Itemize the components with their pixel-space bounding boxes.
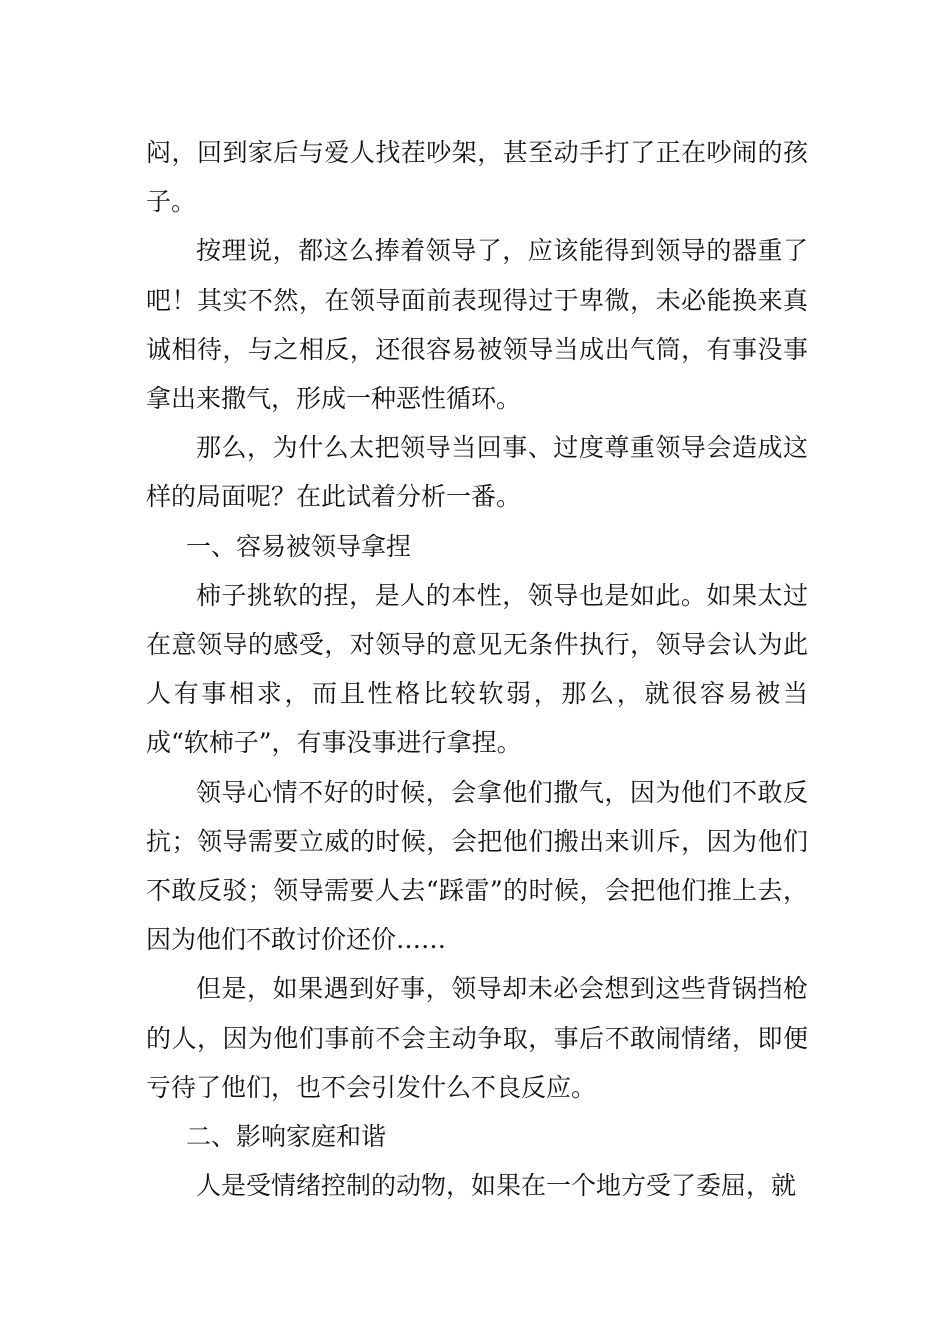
- paragraph: 那么，为什么太把领导当回事、过度尊重领导会造成这样的局面呢？在此试着分析一番。: [146, 433, 808, 512]
- paragraph: 柿子挑软的捏，是人的本性，领导也是如此。如果太过在意领导的感受，对领导的意见无条件执行，领导会认为此人有事相求，而且性格比较软弱，那么，就很容易被当成“软柿子”，有事没事进行拿捏。: [146, 580, 808, 758]
- section-heading: 二、影响家庭和谐: [186, 1122, 387, 1152]
- paragraph: 领导心情不好的时候，会拿他们撒气，因为他们不敢反抗；领导需要立威的时候，会把他们搬出来训斥，因为他们不敢反驳；领导需要人去“踩雷”的时候，会把他们推上去，因为他们不敢讨价还价……: [146, 777, 808, 955]
- paragraph: 按理说，都这么捧着领导了，应该能得到领导的器重了吧！其实不然，在领导面前表现得过于卑微，未必能换来真诚相待，与之相反，还很容易被领导当成出气筒，有事没事拿出来撒气，形成一种恶性循环。: [146, 236, 808, 414]
- paragraph: 但是，如果遇到好事，领导却未必会想到这些背锅挡枪的人，因为他们事前不会主动争取，事后不敢闹情绪，即便亏待了他们，也不会引发什么不良反应。: [146, 974, 808, 1102]
- section-heading: 一、容易被领导拿捏: [186, 531, 412, 561]
- document-body: [146, 128, 808, 1210]
- paragraph-continued: 闷，回到家后与爱人找茬吵架，甚至动手打了正在吵闹的孩子。: [146, 138, 808, 217]
- paragraph: 人是受情绪控制的动物，如果在一个地方受了委屈，就: [196, 1171, 797, 1201]
